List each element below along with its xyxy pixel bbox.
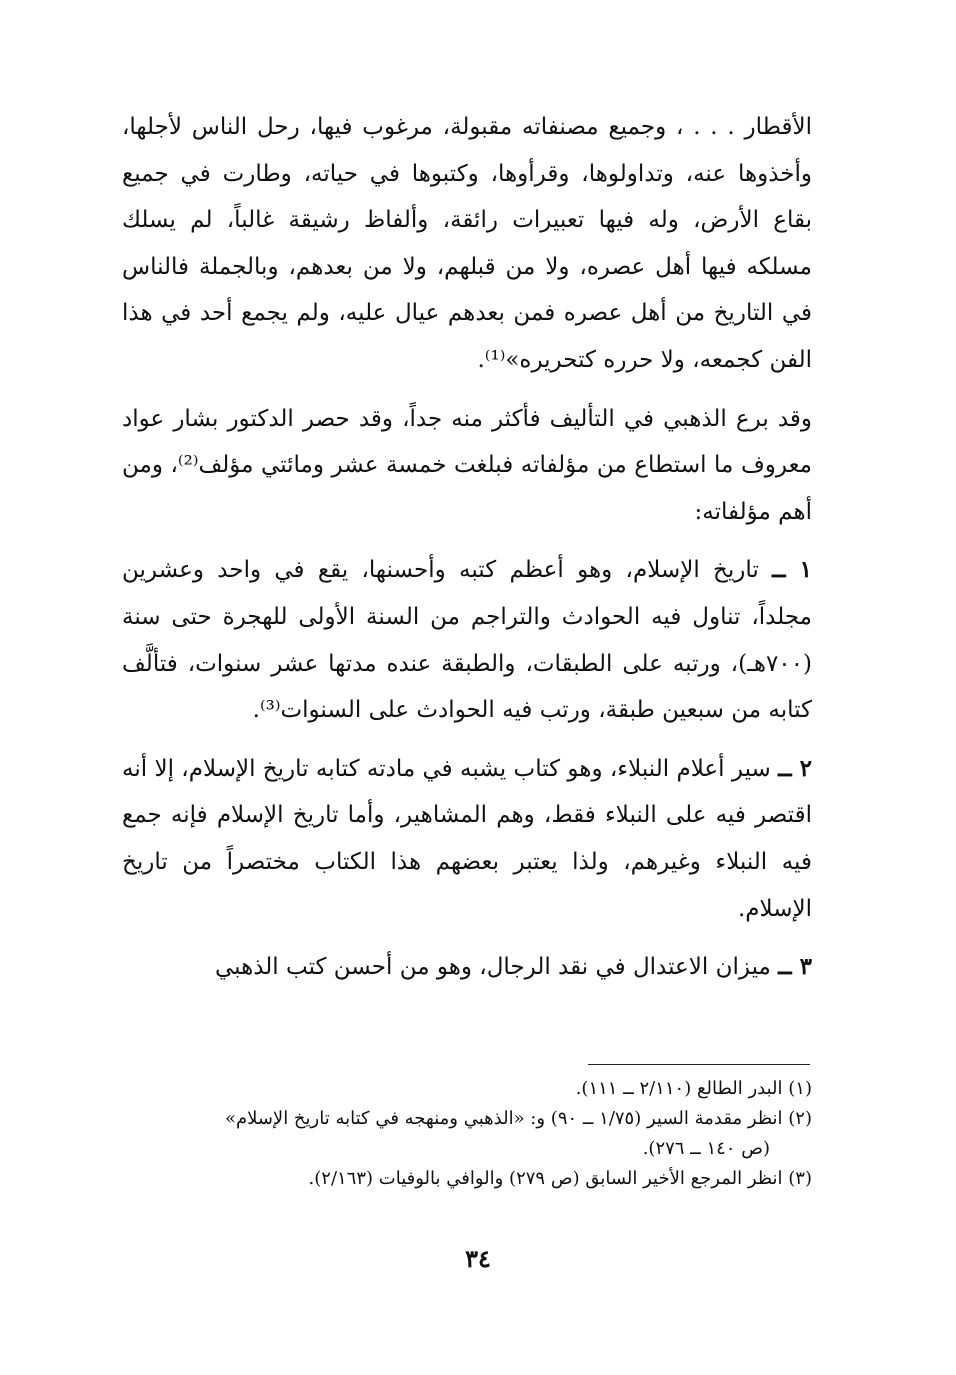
main-text <box>122 104 812 991</box>
footnotes <box>112 1074 812 1194</box>
footnote-2 <box>112 1104 812 1134</box>
list-item-number: ١ ــ <box>772 556 812 584</box>
list-item-text: ميزان الاعتدال في نقد الرجال، وهو من أحسن كتب الذهبي <box>214 954 771 981</box>
list-item-siyar-alam-al-nubala <box>122 746 812 932</box>
footnote-text: انظر مقدمة السير (١/٧٥ ــ ٩٠) و: «الذهبي ومنهجه في كتابه تاريخ الإسلام» <box>224 1108 783 1129</box>
footnote-mark: (٣) <box>788 1168 812 1189</box>
list-item-tarikh-al-islam <box>122 547 812 733</box>
list-item-text: سير أعلام النبلاء، وهو كتاب يشبه في مادته كتابه تاريخ الإسلام، إلا أنه اقتصر فيه على النبلاء فقط، وهم المشاهير، وأما تاريخ الإسلام فإنه جمع فيه النبلاء وغيرهم، ولذا يعتبر بعضهم هذا الكتاب مختصراً من تاريخ الإسلام. <box>122 755 812 922</box>
footnote-mark: (٢) <box>788 1108 812 1129</box>
footnote-text: (ص ١٤٠ ــ ٢٧٦). <box>642 1138 770 1159</box>
paragraph-authorship: وقد برع الذهبي في التأليف فأكثر منه جداً، وقد حصر الدكتور بشار عواد معروف ما استطاع من مؤلفاته فبلغت خمسة عشر ومائتي مؤلف⁽²⁾، ومن أهم مؤلفاته: <box>122 405 812 525</box>
footnote-text: البدر الطالع (٢/١١٠ ــ ١١١). <box>575 1078 783 1099</box>
list-item-mizan-al-itidal <box>122 944 812 991</box>
list-item-number: ٢ ــ <box>778 754 812 782</box>
list-item-text: تاريخ الإسلام، وهو أعظم كتبه وأحسنها، يقع في واحد وعشرين مجلداً، تناول فيه الحوادث والتراجم من السنة الأولى للهجرة حتى سنة (٧٠٠هـ)، ورتبه على الطبقات، والطبقة عنده مدتها عشر سنوات، فتألَّف كتابه من سبعين طبقة، ورتب فيه الحوادث على السنوات⁽³⁾. <box>122 557 812 724</box>
footnote-3 <box>112 1164 812 1194</box>
paragraph-quote-continuation: الأقطار . . . ، وجميع مصنفاته مقبولة، مرغوب فيها، رحل الناس لأجلها، وأخذوها عنه، وتداولوها، وقرأوها، وكتبوها في حياته، وطارت في جميع بقاع الأرض، وله فيها تعبيرات رائقة، وألفاظ رشيقة غالباً، لم يسلك مسلكه فيها أهل عصره، ولا من قبلهم، ولا من بعدهم، وبالجملة فالناس في التاريخ من أهل عصره فمن بعدهم عيال عليه، ولم يجمع أحد في هذا الفن كجمعه، ولا حرره كتحريره»⁽¹⁾. <box>122 114 812 373</box>
footnote-mark: (١) <box>788 1078 812 1099</box>
footnote-text: انظر المرجع الأخير السابق (ص ٢٧٩) والوافي بالوفيات (٢/١٦٣). <box>308 1168 783 1189</box>
footnote-1 <box>112 1074 812 1104</box>
page-number: ٣٤ <box>465 1244 491 1273</box>
footnote-separator <box>588 1064 810 1065</box>
footnote-2-continuation <box>112 1134 812 1164</box>
list-item-number: ٣ ــ <box>778 953 812 981</box>
